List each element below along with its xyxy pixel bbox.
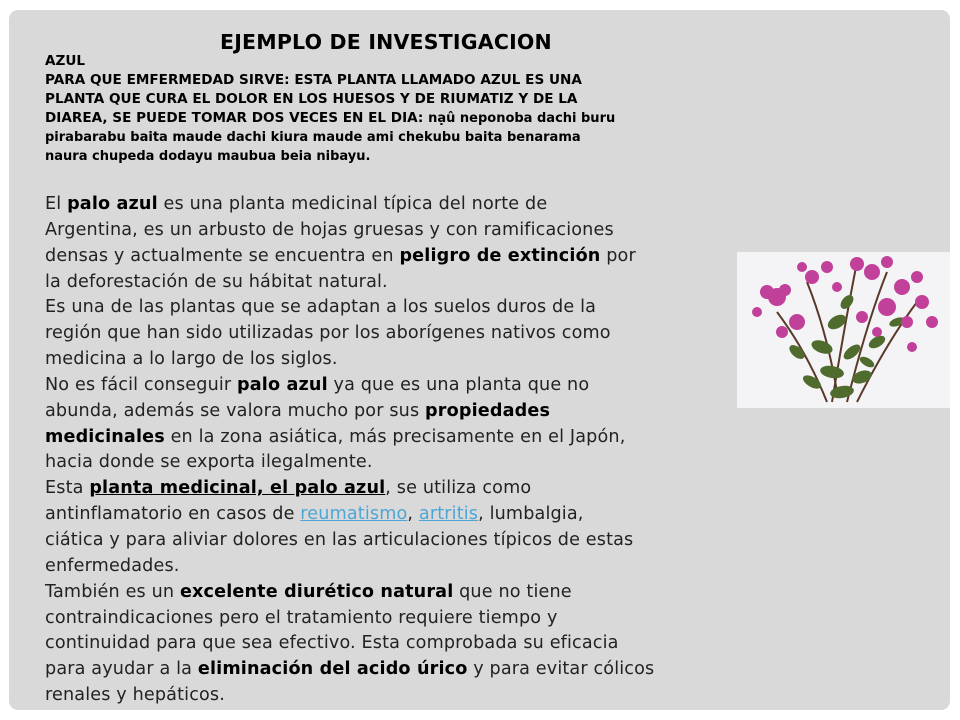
header-line	[45, 109, 745, 128]
text: para ayudar a la	[45, 659, 198, 680]
text: También es un	[45, 581, 180, 602]
native-text-line: pirabarabu baita maude dachi kiura maude ami chekubu baita benarama	[45, 130, 581, 145]
body-line: renales y hepáticos.	[45, 685, 225, 706]
body-line	[45, 244, 735, 270]
body-line: Argentina, es un arbusto de hojas gruesas y con ramificaciones	[45, 219, 614, 240]
text: ,	[407, 504, 419, 525]
body-line: la deforestación de su hábitat natural.	[45, 271, 388, 292]
text: que no tiene	[453, 581, 572, 602]
text: abunda, además se valora mucho por sus	[45, 400, 426, 421]
bold-term: palo azul	[67, 194, 158, 214]
bold-term: palo azul	[237, 374, 328, 395]
text: El	[45, 194, 68, 214]
bold-term: peligro de extinción	[399, 245, 601, 266]
text: antinflamatorio en casos de	[45, 504, 301, 525]
body-line	[45, 502, 735, 528]
body-line	[45, 580, 735, 606]
text: es una planta medicinal típica del norte de	[157, 194, 548, 214]
text: ya que es una planta que no	[327, 374, 590, 395]
body-line: continuidad para que sea efectivo. Esta comprobada su eficacia	[45, 633, 619, 654]
body-line: ciática y para aliviar dolores en las articulaciones típicos de estas	[45, 529, 634, 550]
body-line: medicina a lo largo de los siglos.	[45, 349, 338, 370]
bold-term: medicinales	[45, 426, 165, 447]
body-line: Es una de las plantas que se adaptan a los suelos duros de la	[45, 297, 597, 318]
body-line	[45, 192, 735, 218]
native-text: nạû neponoba dachi buru	[428, 111, 616, 126]
bold-term: excelente diurético natural	[179, 581, 454, 602]
header-line: AZUL	[45, 53, 86, 69]
text: y para evitar cólicos	[467, 659, 655, 680]
page-title: EJEMPLO DE INVESTIGACION	[220, 30, 552, 54]
link-reumatismo[interactable]: reumatismo	[300, 504, 408, 525]
flower-illustration	[737, 252, 950, 408]
body-line	[45, 476, 735, 502]
native-text-line: naura chupeda dodayu maubua beia nibayu.	[45, 149, 371, 164]
text: en la zona asiática, más precisamente en el Japón,	[164, 426, 626, 447]
body-text	[45, 192, 735, 709]
body-line: hacia donde se exporta ilegalmente.	[45, 452, 373, 473]
header-text: DIAREA, SE PUEDE TOMAR DOS VECES EN EL DIA:	[45, 110, 429, 126]
body-line	[45, 657, 735, 683]
bold-term: propiedades	[425, 400, 551, 421]
body-line: región que han sido utilizadas por los aborígenes nativos como	[45, 323, 611, 344]
text: , lumbalgia,	[478, 504, 584, 525]
text: No es fácil conseguir	[45, 374, 238, 395]
header-line: PLANTA QUE CURA EL DOLOR EN LOS HUESOS Y DE RIUMATIZ Y DE LA	[45, 91, 578, 107]
text: por	[600, 245, 636, 266]
text: , se utiliza como	[385, 478, 532, 499]
text: Esta	[45, 478, 90, 499]
body-line: contraindicaciones pero el tratamiento requiere tiempo y	[45, 607, 558, 628]
body-line	[45, 373, 735, 399]
header-line: PARA QUE EMFERMEDAD SIRVE: ESTA PLANTA LLAMADO AZUL ES UNA	[45, 72, 582, 88]
link-artritis[interactable]: artritis	[418, 504, 479, 525]
palo-azul-flower-photo	[737, 252, 950, 408]
text: densas y actualmente se encuentra en	[45, 245, 400, 266]
link-planta-medicinal[interactable]: planta medicinal, el palo azul	[89, 478, 386, 499]
bold-term: eliminación del acido úrico	[197, 659, 468, 680]
header-block	[45, 52, 745, 166]
body-line	[45, 399, 735, 425]
body-line	[45, 425, 735, 451]
body-line: enfermedades.	[45, 555, 180, 576]
